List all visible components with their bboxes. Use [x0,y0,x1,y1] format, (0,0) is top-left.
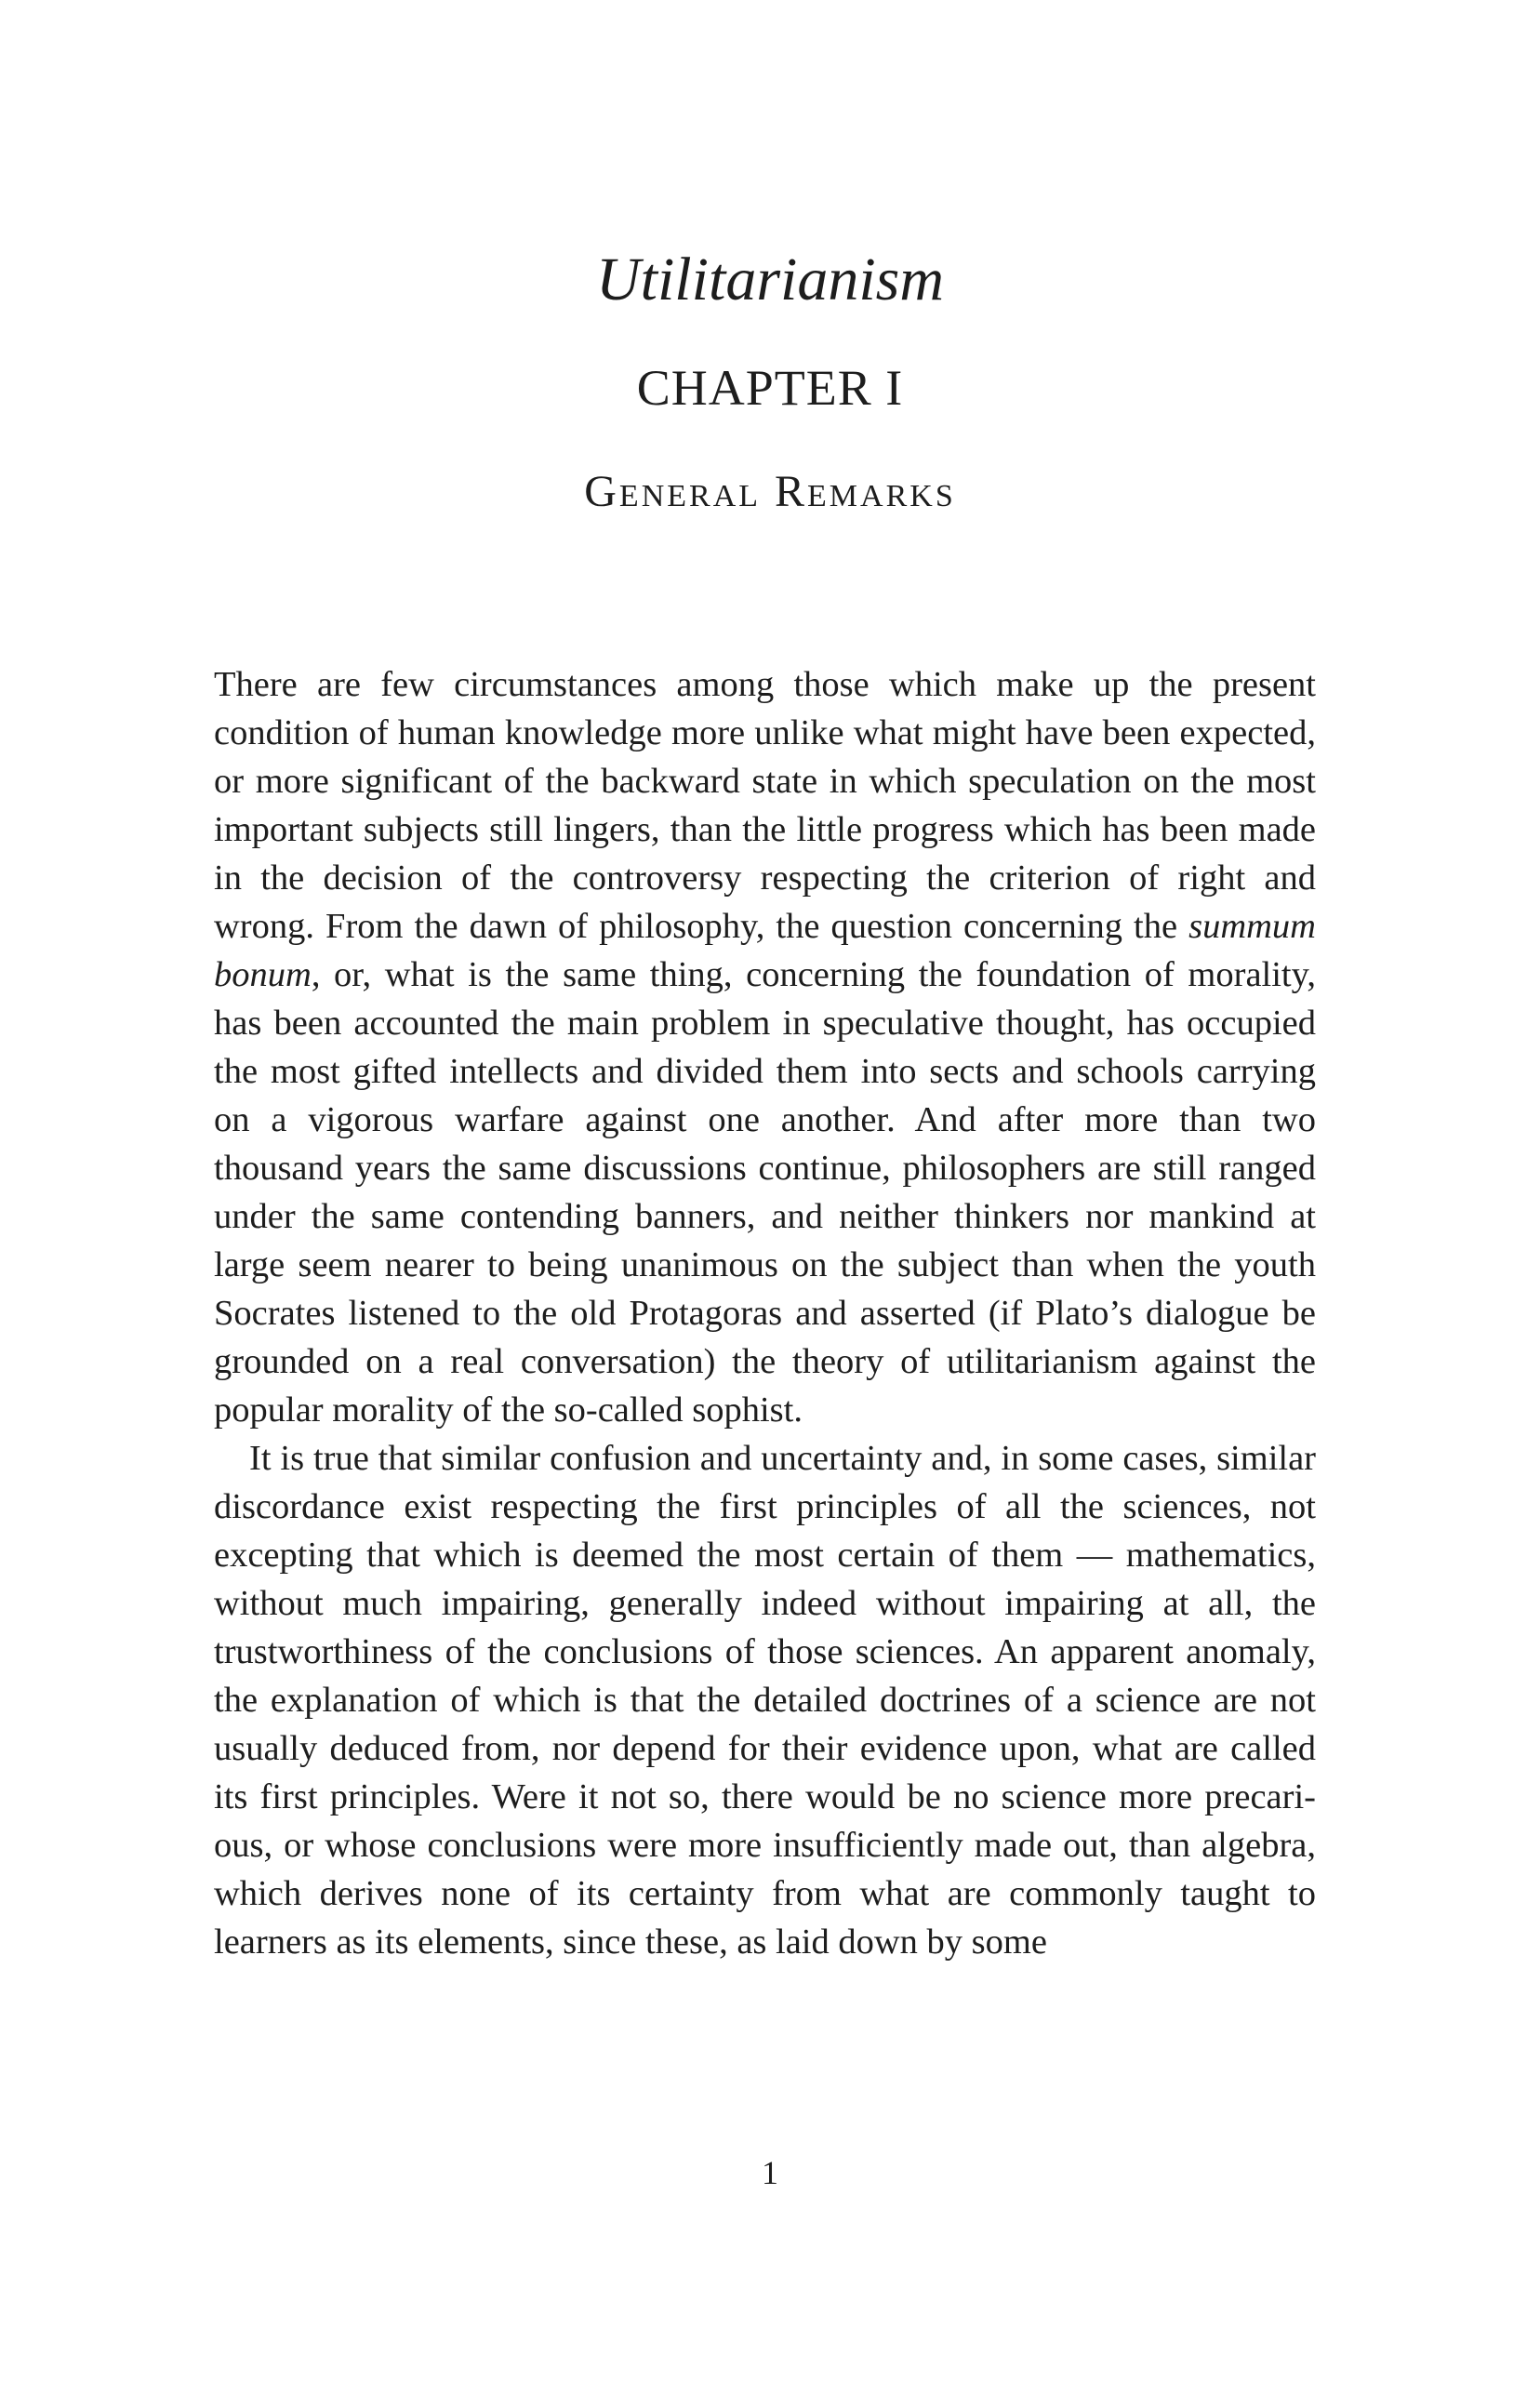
page-number: 1 [762,2154,778,2191]
chapter-body [214,660,1316,1966]
paragraph-1-text-end: , or, what is the same thing, concerning the foundation of morality, has been accounted the main problem in speculative thought, has occupied the most gifted intellects and divided them into sects and schools carrying on a vigorous warfare against one another. And after more than two thousand years the same discussions continue, philosophers are still ranged under the same contending banners, and neither thinkers nor mankind at large seem nearer to being unanimous on the subject than when the youth Socrates listened to the old Protagoras and asserted (if Plato’s dialogue be grounded on a real conversation) the theory of utilitarianism against the popular morality of the so-called sophist. [214,955,1316,1430]
paragraph-2: It is true that similar confusion and uncertainty and, in some cases, similar discordance exist respecting the first principles of all the sciences, not excepting that which is deemed the most certain of them — mathematics, without much impairing, generally indeed without impairing at all, the trustworthiness of the conclusions of those sciences. An apparent anomaly, the explanation of which is that the detailed doctrines of a science are not usually deduced from, nor depend for their evidence upon, what are called its first principles. Were it not so, there would be no science more precarious, or whose conclusions were more insufficiently made out, than algebra, which derives none of its certainty from what are commonly taught to learners as its elements, since these, as laid down by some [214,1439,1316,1962]
book-title: Utilitarianism [595,246,945,313]
paragraph-1 [214,660,1316,1434]
paragraph-1-text-start: There are few circumstances among those which make up the present condition of human knowledge more unlike what might have been expected, or more significant of the backward state in which speculation on the most important subjects still lingers, than the little progress which has been made in the decision of the controversy respecting the criterion of right and wrong. From the dawn of philosophy, the question concerning the [214,665,1316,946]
chapter-title: General Remarks [584,467,956,516]
chapter-number: CHAPTER I [636,360,904,416]
paragraph-1-italic-term: summum bonum [214,907,1316,994]
